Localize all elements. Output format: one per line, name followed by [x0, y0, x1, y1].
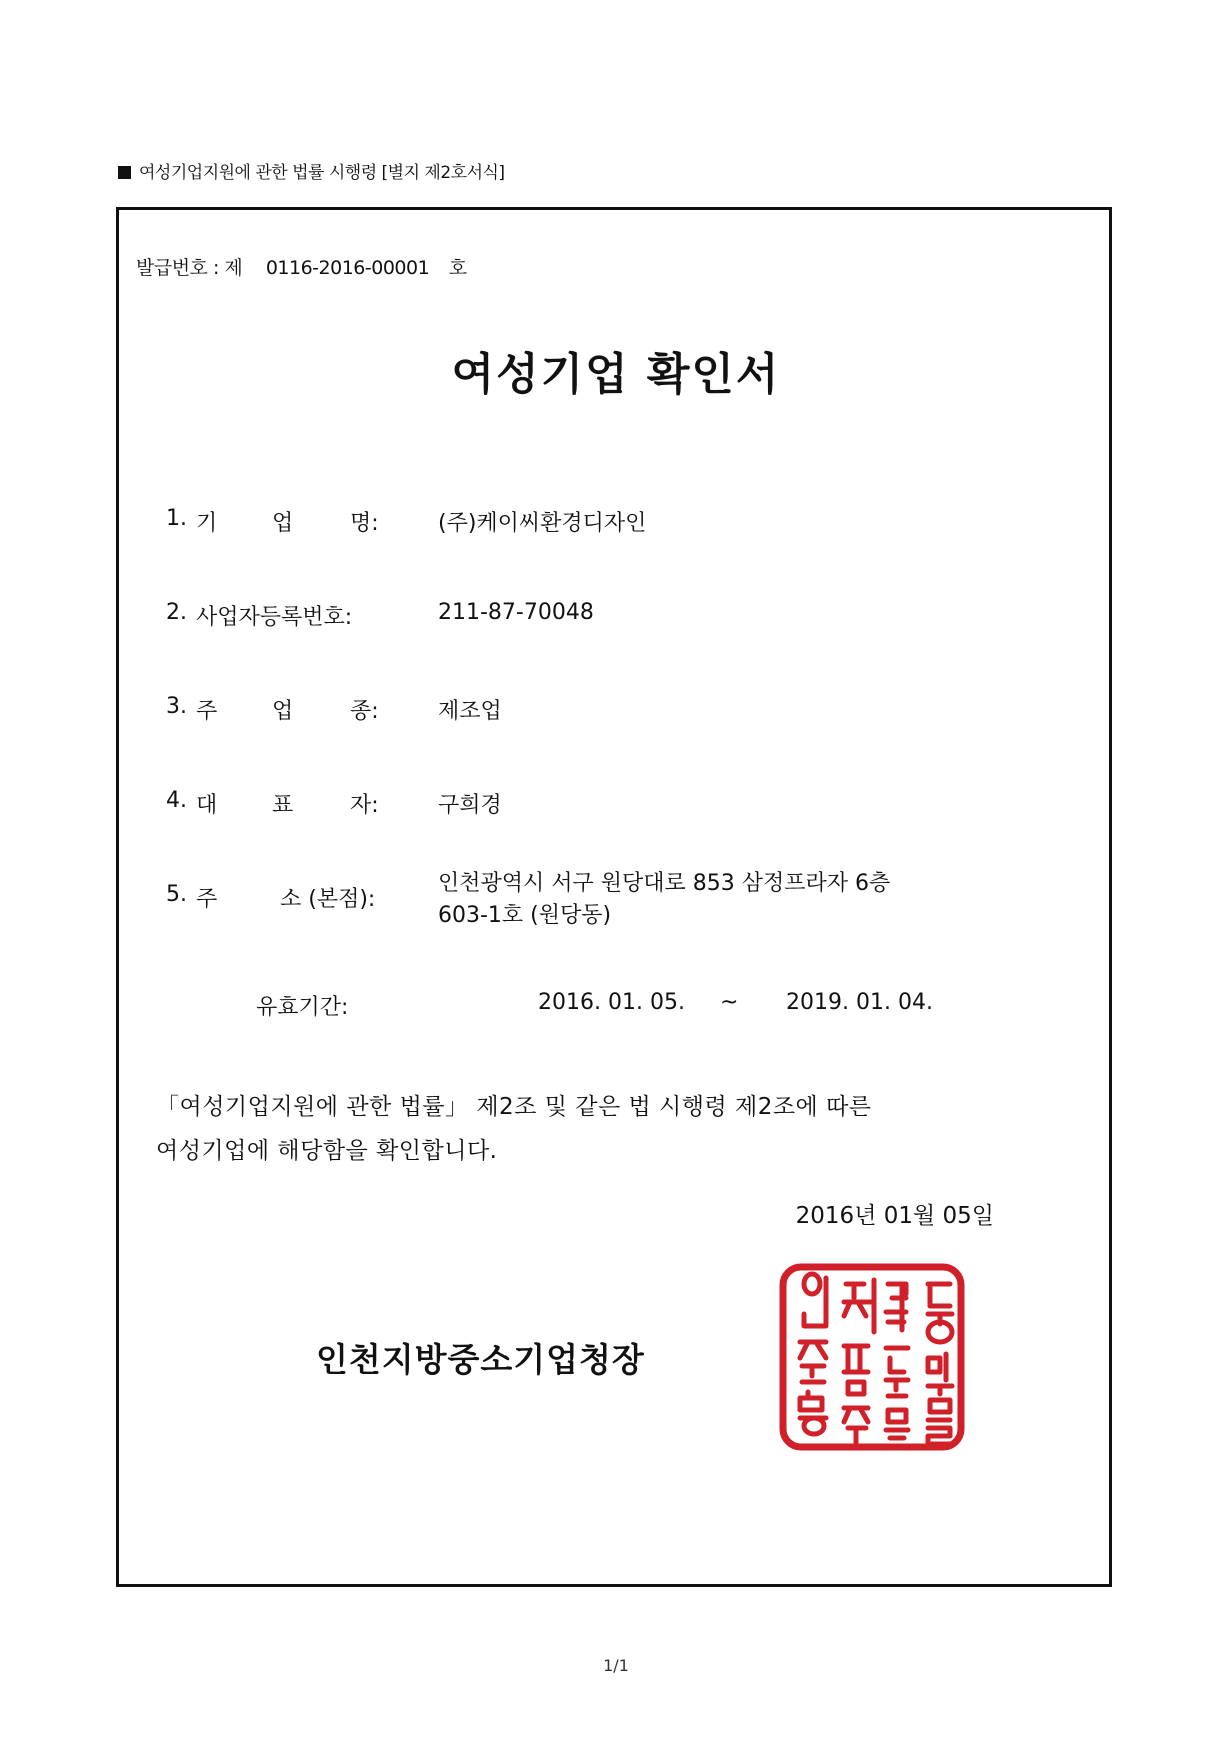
field-3-label-a: 주: [196, 699, 218, 724]
form-reference-header: [118, 158, 505, 183]
business-registration-value: 211-87-70048: [438, 600, 594, 625]
address-line-2: 603-1호 (원당동): [438, 903, 612, 928]
field-4-label-b: 표: [272, 793, 294, 818]
validity-start: 2016. 01. 05.: [538, 990, 685, 1015]
main-industry-value: 제조업: [438, 699, 502, 724]
document-title: 여성기업 확인서: [451, 349, 781, 400]
issuer-name: 인천지방중소기업청장: [316, 1340, 645, 1379]
square-bullet-icon: [118, 166, 131, 179]
field-1-label-b: 업: [272, 511, 294, 536]
validity-separator: ~: [720, 990, 739, 1015]
field-3-number: 3.: [166, 694, 187, 719]
statement-line-1: 「여성기업지원에 관한 법률」 제2조 및 같은 법 시행령 제2조에 따른: [156, 1094, 872, 1120]
issue-suffix: 호: [448, 257, 467, 279]
form-reference-text: 여성기업지원에 관한 법률 시행령 [별지 제2호서식]: [139, 163, 505, 183]
field-3-label-b: 업: [272, 699, 294, 724]
field-2-label: 사업자등록번호:: [196, 605, 353, 630]
field-3-label-c: 종:: [350, 699, 379, 724]
validity-end: 2019. 01. 04.: [786, 990, 933, 1015]
field-5-label-a: 주: [196, 887, 218, 912]
field-5-number: 5.: [166, 882, 187, 907]
field-1-label-a: 기: [196, 511, 218, 536]
company-name-value: (주)케이씨환경디자인: [438, 511, 647, 536]
issue-prefix: 발급번호 : 제: [136, 257, 243, 279]
representative-value: 구희경: [438, 793, 502, 818]
page-number: 1/1: [603, 1656, 629, 1675]
field-2-number: 2.: [166, 600, 187, 625]
statement-line-2: 여성기업에 해당함을 확인합니다.: [156, 1138, 498, 1164]
field-5-label-b: 소 (본점):: [280, 887, 376, 912]
seal-stamp-icon: [778, 1262, 966, 1452]
field-1-label-c: 명:: [350, 511, 379, 536]
address-line-1: 인천광역시 서구 원당대로 853 삼정프라자 6층: [438, 871, 891, 896]
issue-number: 0116-2016-00001: [265, 257, 430, 279]
field-4-number: 4.: [166, 788, 187, 813]
field-4-label-c: 자:: [350, 793, 379, 818]
issue-number-line: [136, 253, 467, 280]
official-seal: [778, 1262, 966, 1452]
validity-label: 유효기간:: [256, 995, 349, 1020]
field-1-number: 1.: [166, 506, 187, 531]
issue-date: 2016년 01월 05일: [795, 1203, 994, 1229]
field-4-label-a: 대: [196, 793, 218, 818]
